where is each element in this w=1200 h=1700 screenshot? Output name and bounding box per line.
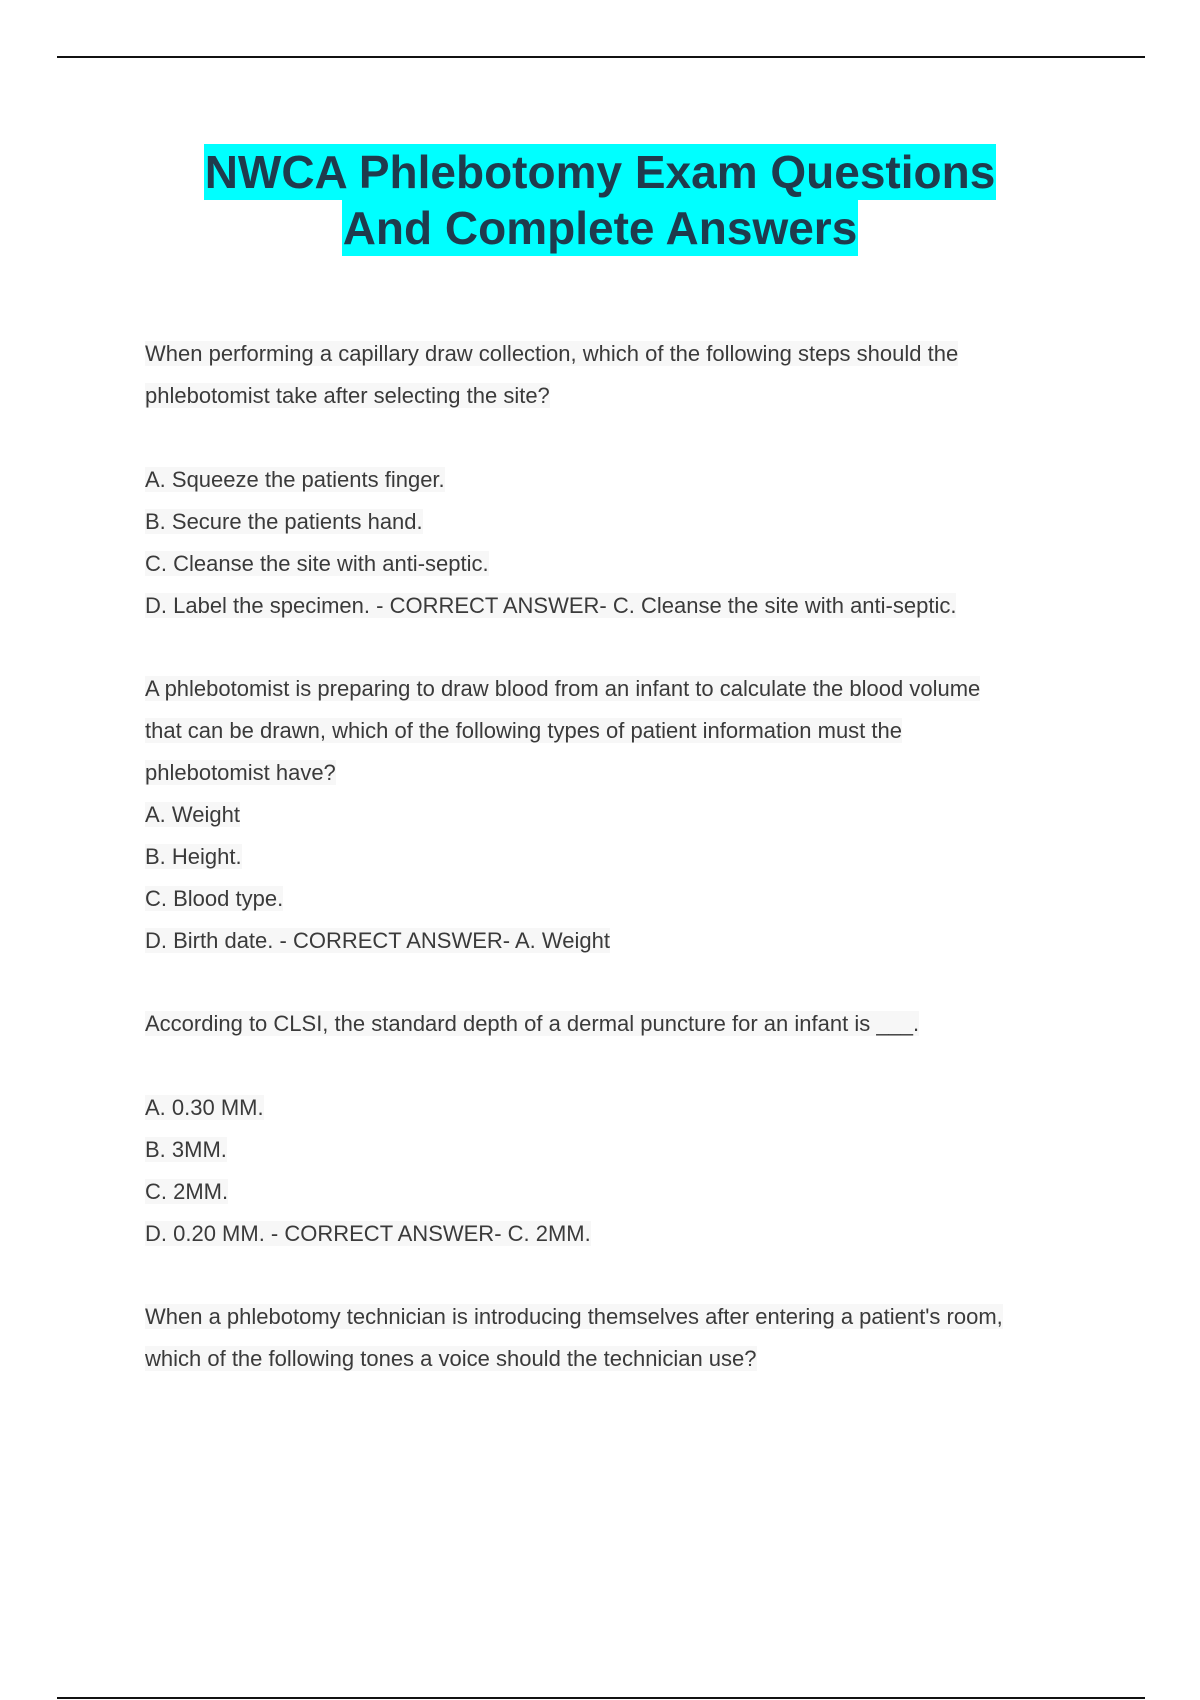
question-1-option-d-answer: D. Label the specimen. - CORRECT ANSWER- C. Cleanse the site with anti-septic. (145, 593, 957, 618)
question-1-option-b: B. Secure the patients hand. (145, 509, 423, 534)
title-line-1: NWCA Phlebotomy Exam Questions (204, 146, 996, 198)
document-title (0, 144, 1200, 256)
question-3-stem-line-1: According to CLSI, the standard depth of a dermal puncture for an infant is ___. (145, 1011, 920, 1036)
question-1-stem-line-1: When performing a capillary draw collection, which of the following steps should the (145, 341, 959, 366)
question-2-option-b: B. Height. (145, 844, 242, 869)
top-divider (57, 56, 1145, 58)
question-2-option-d-answer: D. Birth date. - CORRECT ANSWER- A. Weight (145, 928, 610, 953)
question-1-option-c: C. Cleanse the site with anti-septic. (145, 551, 489, 576)
title-line-2: And Complete Answers (342, 202, 858, 254)
question-4 (145, 1296, 1105, 1380)
question-2 (145, 668, 1105, 962)
question-3-option-d-answer: D. 0.20 MM. - CORRECT ANSWER- C. 2MM. (145, 1221, 591, 1246)
question-3 (145, 1003, 1105, 1255)
question-2-stem-line-2: that can be drawn, which of the following types of patient information must the (145, 718, 902, 743)
bottom-divider (57, 1697, 1145, 1699)
question-3-option-b: B. 3MM. (145, 1137, 227, 1162)
question-1-stem-line-2: phlebotomist take after selecting the site? (145, 383, 550, 408)
question-2-option-c: C. Blood type. (145, 886, 284, 911)
question-3-option-c: C. 2MM. (145, 1179, 229, 1204)
question-2-stem-line-3: phlebotomist have? (145, 760, 336, 785)
question-2-option-a: A. Weight (145, 802, 240, 827)
question-1-option-a: A. Squeeze the patients finger. (145, 467, 445, 492)
question-3-option-a: A. 0.30 MM. (145, 1095, 264, 1120)
question-4-stem-line-1: When a phlebotomy technician is introducing themselves after entering a patient's room, (145, 1304, 1003, 1329)
question-1 (145, 333, 1105, 627)
question-list (145, 333, 1105, 1380)
question-2-stem-line-1: A phlebotomist is preparing to draw blood from an infant to calculate the blood volume (145, 676, 981, 701)
question-4-stem-line-2: which of the following tones a voice should the technician use? (145, 1346, 757, 1371)
